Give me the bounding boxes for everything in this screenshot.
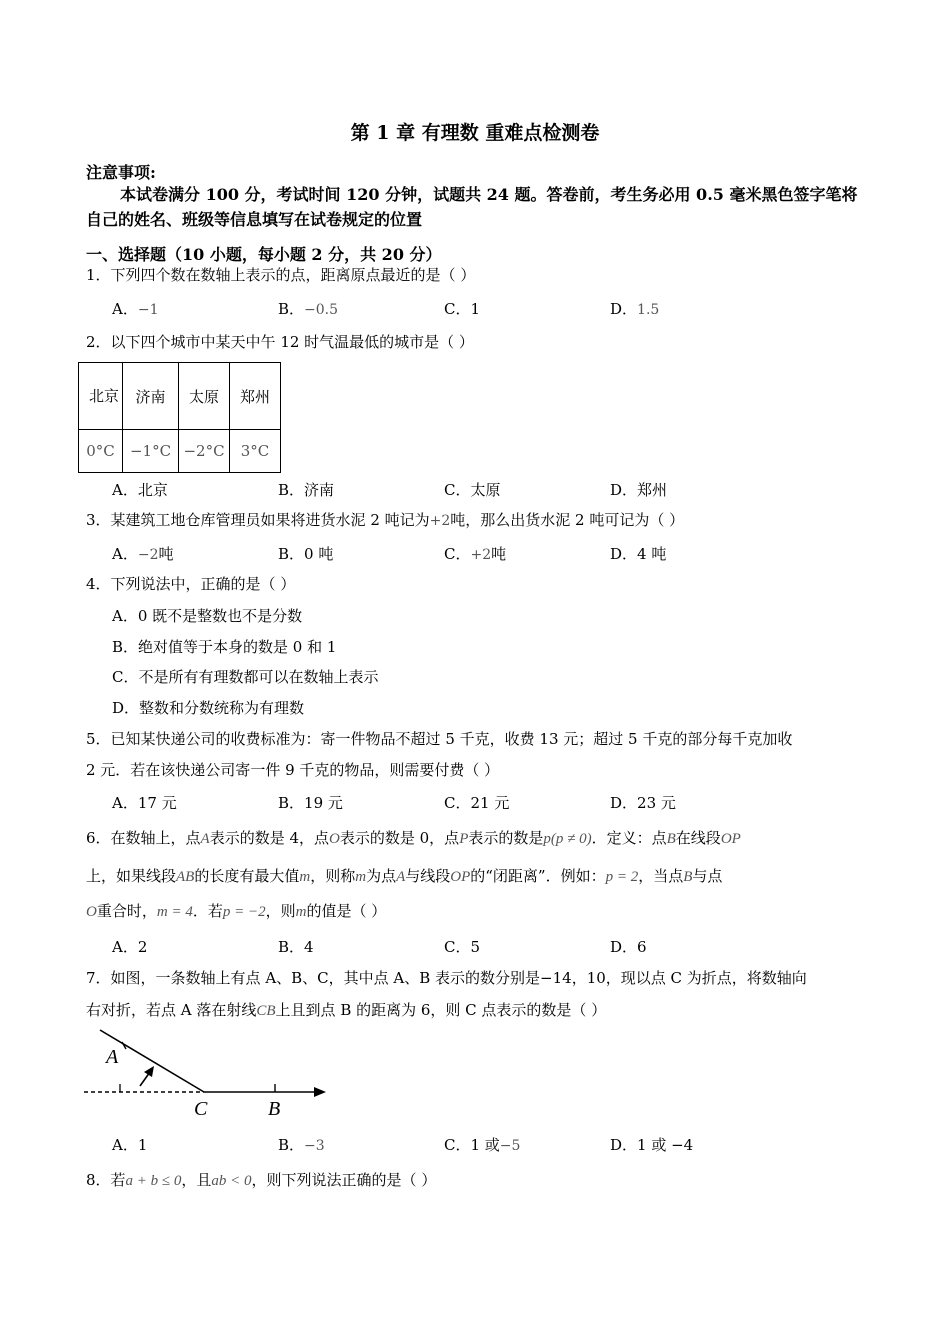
option-b: B．−0.5 (278, 300, 339, 318)
option-b: B．−3 (278, 1136, 325, 1154)
option-d: D．1.5 (610, 300, 660, 318)
question-8-stem: 8．若a + b ≤ 0，且ab < 0，则下列说法正确的是（ ） (86, 1171, 437, 1189)
option-a: A．2 (112, 938, 148, 956)
option-c: C．21 元 (444, 794, 510, 812)
option-a: A．1 (112, 1136, 148, 1154)
question-7-line2: 右对折，若点 A 落在射线CB上且到点 B 的距离为 6，则 C 点表示的数是（ ） (86, 1001, 607, 1019)
option-b: B．0 吨 (278, 545, 334, 563)
question-7-line1: 7．如图，一条数轴上有点 A、B、C，其中点 A、B 表示的数分别是−14，10，现以点 C 为折点，将数轴向 (86, 969, 807, 987)
option-b: B．4 (278, 938, 314, 956)
question-3-options (112, 543, 872, 564)
temp-cell: −1°C (123, 430, 179, 473)
option-c: C．+2吨 (444, 545, 507, 563)
option-d: D．23 元 (610, 794, 676, 812)
question-6-options (112, 936, 872, 957)
option-c: C．太原 (444, 481, 501, 499)
question-2-stem: 2．以下四个城市中某天中午 12 时气温最低的城市是（ ） (86, 333, 474, 351)
question-6-line3: O重合时，m = 4．若p = −2，则m的值是（ ） (86, 902, 387, 920)
temp-cell: 0°C (79, 430, 123, 473)
section-heading: 一、选择题（10 小题，每小题 2 分，共 20 分） (86, 245, 442, 264)
question-3-stem: 3．某建筑工地仓库管理员如果将进货水泥 2 吨记为+2吨，那么出货水泥 2 吨可记为（ ） (86, 511, 685, 529)
option-a: A．−2吨 (112, 545, 174, 563)
city-cell: 太原 (179, 363, 230, 430)
question-2-options (112, 479, 872, 500)
page-title: 第 1 章 有理数 重难点检测卷 (350, 122, 600, 144)
option-c: C．1 (444, 300, 481, 318)
question-6-line2: 上，如果线段AB的长度有最大值m，则称m为点A与线段OP的“闭距离”．例如：p = 2，当点B与点 (86, 867, 723, 885)
option-b: B．19 元 (278, 794, 343, 812)
question-4-stem: 4．下列说法中，正确的是（ ） (86, 575, 296, 593)
option-d: D．1 或 −4 (610, 1136, 694, 1154)
option-b: B．济南 (278, 481, 335, 499)
option-d: D．整数和分数统称为有理数 (112, 699, 305, 717)
notice-body: 本试卷满分 100 分，考试时间 120 分钟，试题共 24 题。答卷前，考生务必用 0.5 毫米黑色签字笔将自己的姓名、班级等信息填写在试卷规定的位置 (86, 185, 858, 229)
option-d: D．郑州 (610, 481, 668, 499)
temp-cell: 3°C (230, 430, 281, 473)
option-a: A．−1 (112, 300, 159, 318)
option-b: B．绝对值等于本身的数是 0 和 1 (112, 638, 337, 656)
question-5-line1: 5．已知某快递公司的收费标准为：寄一件物品不超过 5 千克，收费 13 元；超过 5 千克的部分每千克加收 (86, 730, 793, 748)
option-d: D．4 吨 (610, 545, 667, 563)
temp-cell: −2°C (179, 430, 230, 473)
question-7-options (112, 1134, 872, 1155)
label-b: B (268, 1098, 281, 1120)
option-a: A．17 元 (112, 794, 177, 812)
option-a: A．0 既不是整数也不是分数 (112, 607, 303, 625)
option-d: D．6 (610, 938, 647, 956)
option-c: C．不是所有有理数都可以在数轴上表示 (112, 668, 379, 686)
label-c: C (194, 1098, 208, 1120)
question-6-line1: 6．在数轴上，点A表示的数是 4，点O表示的数是 0，点P表示的数是p(p ≠ 0)．定义：点B在线段OP (86, 829, 741, 847)
option-a: A．北京 (112, 481, 168, 499)
notice-heading: 注意事项: (86, 163, 156, 182)
arrowhead (314, 1087, 326, 1097)
fold-arrowhead (144, 1066, 154, 1077)
city-cell: 济南 (123, 363, 179, 430)
question-5-line2: 2 元．若在该快递公司寄一件 9 千克的物品，则需要付费（ ） (86, 761, 500, 779)
city-cell: 郑州 (230, 363, 281, 430)
temperature-table (78, 362, 281, 473)
option-c: C．5 (444, 938, 481, 956)
number-line-figure (84, 1026, 334, 1120)
label-a: A (106, 1046, 119, 1068)
city-cell: 北京 (79, 363, 123, 430)
question-1-options (112, 298, 872, 319)
question-1-stem: 1．下列四个数在数轴上表示的点，距离原点最近的是（ ） (86, 266, 476, 284)
question-5-options (112, 792, 872, 813)
option-c: C．1 或−5 (444, 1136, 521, 1154)
